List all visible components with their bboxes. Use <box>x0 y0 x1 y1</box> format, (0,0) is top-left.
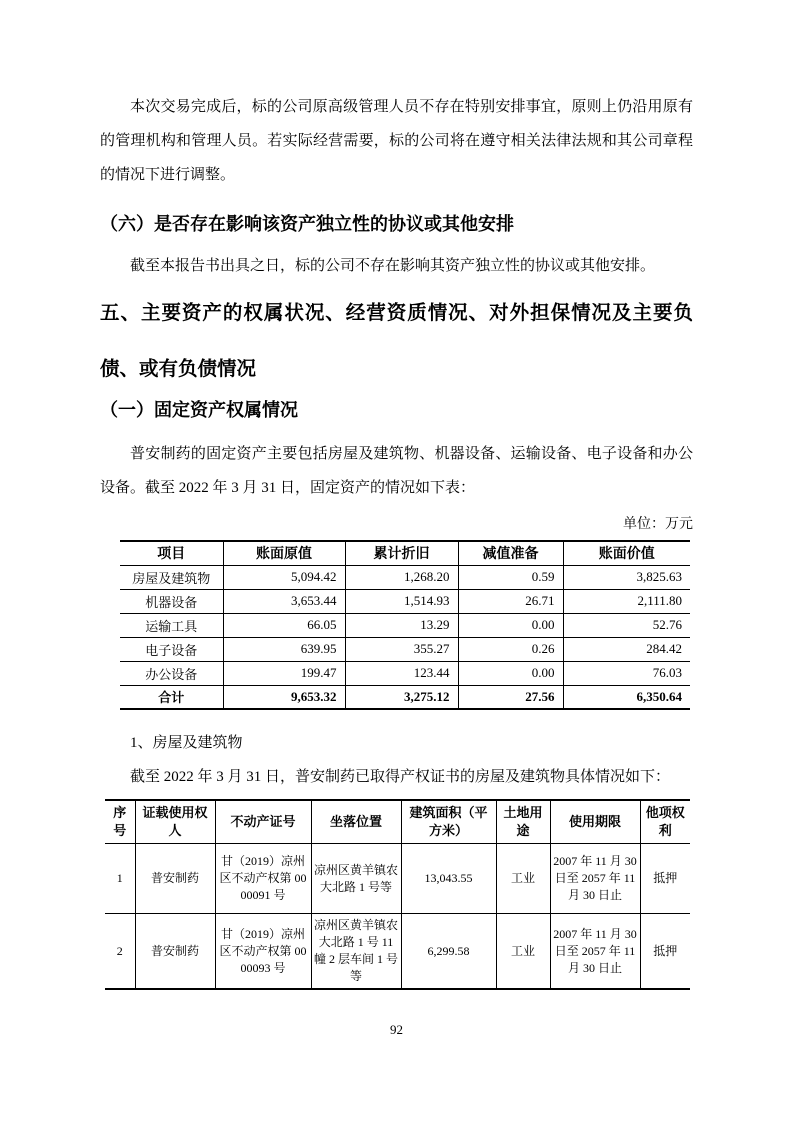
table-row <box>105 844 690 914</box>
column-header: 减值准备 <box>458 541 563 565</box>
table-cell: 6,299.58 <box>401 914 496 990</box>
paragraph-property-intro: 截至 2022 年 3 月 31 日，普安制药已取得产权证书的房屋及建筑物具体情况如下： <box>130 769 671 785</box>
table-cell: 0.00 <box>458 661 563 685</box>
table-cell: 机器设备 <box>120 589 223 613</box>
table-cell: 1,514.93 <box>345 589 458 613</box>
table-header-row <box>120 541 690 565</box>
column-header: 账面价值 <box>563 541 690 565</box>
table-cell: 284.42 <box>563 637 690 661</box>
table-cell: 3,825.63 <box>563 565 690 589</box>
table-cell: 运输工具 <box>120 613 223 637</box>
table-cell: 普安制药 <box>135 844 215 914</box>
property-certificates-table <box>105 799 690 990</box>
table-cell: 工业 <box>496 844 550 914</box>
column-header: 证载使用权人 <box>135 800 215 844</box>
column-header: 不动产证号 <box>215 800 311 844</box>
table-cell: 2007 年 11 月 30 日至 2057 年 11 月 30 日止 <box>550 914 640 990</box>
table-cell: 1 <box>116 871 123 885</box>
table-cell: 办公设备 <box>120 661 223 685</box>
table-row <box>120 589 690 613</box>
table-cell: 2,111.80 <box>563 589 690 613</box>
table-cell: 9,653.32 <box>223 685 345 709</box>
column-header: 使用期限 <box>550 800 640 844</box>
table-cell: 凉州区黄羊镇农大北路 1 号 11 幢 2 层车间 1 号等 <box>311 914 401 990</box>
table-cell: 355.27 <box>345 637 458 661</box>
page-number: 92 <box>390 1022 403 1037</box>
table-row <box>120 637 690 661</box>
table-row <box>120 661 690 685</box>
table-cell: 合计 <box>120 685 223 709</box>
table-cell: 电子设备 <box>120 637 223 661</box>
heading-section-one: （一）固定资产权属情况 <box>100 400 298 420</box>
column-header: 土地用途 <box>496 800 550 844</box>
heading-sub-one: 1、房屋及建筑物 <box>130 735 243 751</box>
table-cell: 639.95 <box>223 637 345 661</box>
fixed-assets-table <box>120 540 690 710</box>
table-cell: 76.03 <box>563 661 690 685</box>
table-unit-label: 单位：万元 <box>623 517 693 532</box>
column-header: 账面原值 <box>223 541 345 565</box>
table-cell: 26.71 <box>458 589 563 613</box>
table-cell: 27.56 <box>458 685 563 709</box>
paragraph-management-arrangement: 本次交易完成后，标的公司原高级管理人员不存在特别安排事宜，原则上仍沿用原有的管理机构和管理人员。若实际经营需要，标的公司将在遵守相关法律法规和其公司章程的情况下进行调整。 <box>100 99 693 183</box>
table-cell: 6,350.64 <box>563 685 690 709</box>
column-header: 序号 <box>105 800 135 844</box>
table-cell: 52.76 <box>563 613 690 637</box>
table-cell: 199.47 <box>223 661 345 685</box>
heading-chapter-five: 五、主要资产的权属状况、经营资质情况、对外担保情况及主要负债、或有负债情况 <box>100 302 693 380</box>
table-cell: 工业 <box>496 914 550 990</box>
column-header: 项目 <box>120 541 223 565</box>
document-content <box>100 0 693 990</box>
table-cell: 5,094.42 <box>223 565 345 589</box>
table-row <box>105 914 690 990</box>
table-total-row <box>120 685 690 709</box>
table-cell: 2 <box>105 914 135 990</box>
table-cell: 1,268.20 <box>345 565 458 589</box>
table-cell: 2007 年 11 月 30 日至 2057 年 11 月 30 日止 <box>550 844 640 914</box>
table-cell: 3,275.12 <box>345 685 458 709</box>
paragraph-independence: 截至本报告书出具之日，标的公司不存在影响其资产独立性的协议或其他安排。 <box>130 258 656 274</box>
column-header: 建筑面积（平方米） <box>401 800 496 844</box>
table-cell: 抵押 <box>640 844 690 914</box>
table-cell: 房屋及建筑物 <box>132 570 211 586</box>
table-cell: 0.00 <box>458 613 563 637</box>
table-row <box>120 613 690 637</box>
heading-section-six: （六）是否存在影响该资产独立性的协议或其他安排 <box>100 214 514 234</box>
table-cell: 13.29 <box>345 613 458 637</box>
table-cell: 凉州区黄羊镇农大北路 1 号等 <box>311 844 401 914</box>
column-header: 累计折旧 <box>345 541 458 565</box>
table-cell: 13,043.55 <box>401 844 496 914</box>
table-cell: 甘（2019）凉州区不动产权第 0000093 号 <box>215 914 311 990</box>
column-header: 坐落位置 <box>311 800 401 844</box>
paragraph-fixed-assets-intro: 普安制药的固定资产主要包括房屋及建筑物、机器设备、运输设备、电子设备和办公设备。截至 2022 年 3 月 31 日，固定资产的情况如下表： <box>100 446 693 496</box>
table-header-row <box>105 800 690 844</box>
table-cell: 66.05 <box>223 613 345 637</box>
table-cell: 0.26 <box>458 637 563 661</box>
table-row <box>120 565 690 589</box>
table-cell: 甘（2019）凉州区不动产权第 0000091 号 <box>215 844 311 914</box>
column-header: 他项权利 <box>640 800 690 844</box>
table-cell: 普安制药 <box>135 914 215 990</box>
table-cell: 123.44 <box>345 661 458 685</box>
table-cell: 0.59 <box>458 565 563 589</box>
table-cell: 抵押 <box>640 914 690 990</box>
table-cell: 3,653.44 <box>223 589 345 613</box>
